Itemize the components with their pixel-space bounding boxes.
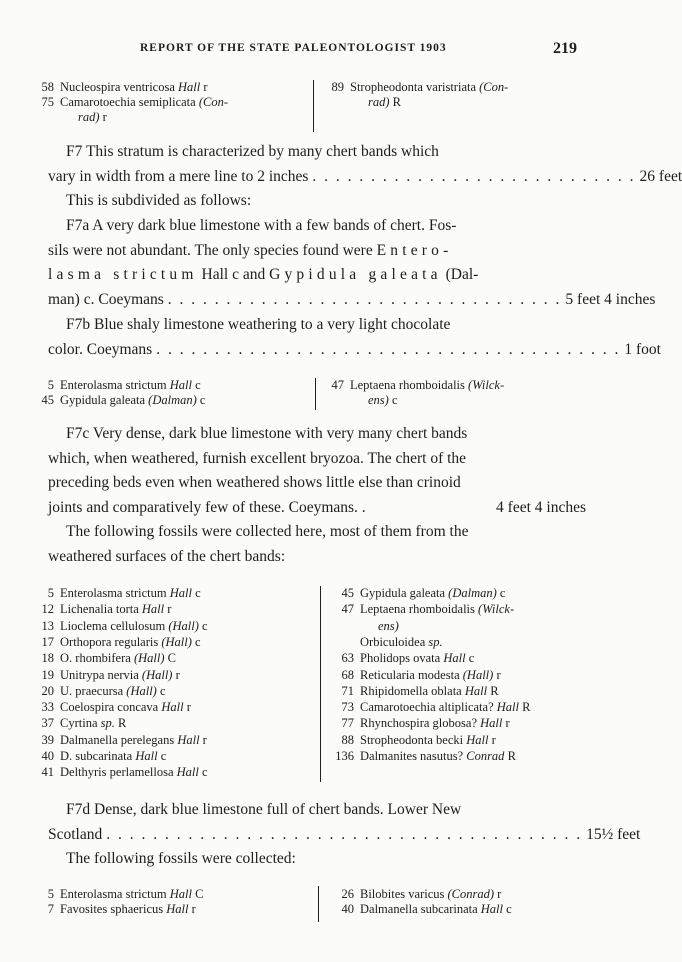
fossil-list-1: 58 Nucleospira ventricosa Hall r 75 Camarotoechia semiplicata (Con- rad) r 89 Stropheodonta varistriata (Con- rad) R bbox=[41, 80, 509, 124]
page-number: 219 bbox=[553, 40, 577, 57]
page-header bbox=[0, 40, 626, 60]
column-divider bbox=[320, 586, 321, 782]
column-divider bbox=[318, 886, 319, 922]
f7a-paragraph: F7a A very dark blue limestone with a few bands of chert. Fos- sils were not abundant. The only species found were Entero- lasma strictum Hall c and Gypidula galeata (Dal- man) c. Coeymans . . . . . . . . . . . . . . . . . . . . . . . . . . . . . . . . . . 5 feet 4 inches bbox=[48, 217, 656, 308]
column-divider bbox=[313, 80, 314, 132]
column-divider bbox=[315, 378, 316, 410]
f7-paragraph: F7 This stratum is characterized by many chert bands which vary in width from a mere line to 2 inches . . . . . . . . . . . . . . . . . . . . . . . . . . . . 26 feet This is subdivided as follows: bbox=[48, 143, 682, 209]
fossil-list-3: 5 Enterolasma strictum Hall c 12 Lichenalia torta Hall r 13 Lioclema cellulosum (Hall) c 17 Orthopora regularis (Hall) c 18 O. rhombifera (Hall) C 19 Unitrypa nervia (Hall) r 20 U. praecursa (Hall) c 33 Coelospira concava Hall r 37 Cyrtina sp. R 39 Dalmanella perelegans Hall r 40 D. subcarinata Hall c 41 Delthyris perlamellosa Hall c 45 Gypidula galeata (Dalman) c 47 Leptaena rhomboidalis (Wilck- ens) Orbiculoidea sp. 63 Pholidops ovata Hall c 68 Reticularia modesta (Hall) r 71 Rhipidomella oblata Hall R 73 Camarotoechia altiplicata? Hall R 77 Rhynchospira globosa? Hall r 88 Stropheodonta becki Hall r 136 Dalmanites nasutus? Conrad R bbox=[41, 586, 531, 780]
f7b-paragraph: F7b Blue shaly limestone weathering to a very light chocolate color. Coeymans . . . . . . . . . . . . . . . . . . . . . . . . . . . . . . . . . . . . . . . . 1 foot bbox=[48, 316, 661, 358]
fossil-list-2: 5 Enterolasma strictum Hall c 45 Gypidula galeata (Dalman) c 47 Leptaena rhomboidalis (Wilck- ens) c bbox=[41, 378, 505, 407]
fossil-list-4: 5 Enterolasma strictum Hall C 7 Favosites sphaericus Hall r 26 Bilobites varicus (Conrad) r 40 Dalmanella subcarinata Hall c bbox=[47, 887, 512, 916]
running-title: REPORT OF THE STATE PALEONTOLOGIST 1903 bbox=[140, 42, 447, 54]
f7c-paragraph: F7c Very dense, dark blue limestone with very many chert bands which, when weathered, furnish excellent bryozoa. The chert of the preceding beds even when weathered shows little else than crinoid joints and comparatively few of these. Coeymans. . 4 feet 4 inches The following fossils were collected here, most of them from the weathered surfaces of the chert bands: bbox=[48, 425, 586, 565]
f7d-paragraph: F7d Dense, dark blue limestone full of chert bands. Lower New Scotland . . . . . . . . . . . . . . . . . . . . . . . . . . . . . . . . . . . . . . . . . 15½ feet The following fossils were collected: bbox=[48, 801, 641, 867]
